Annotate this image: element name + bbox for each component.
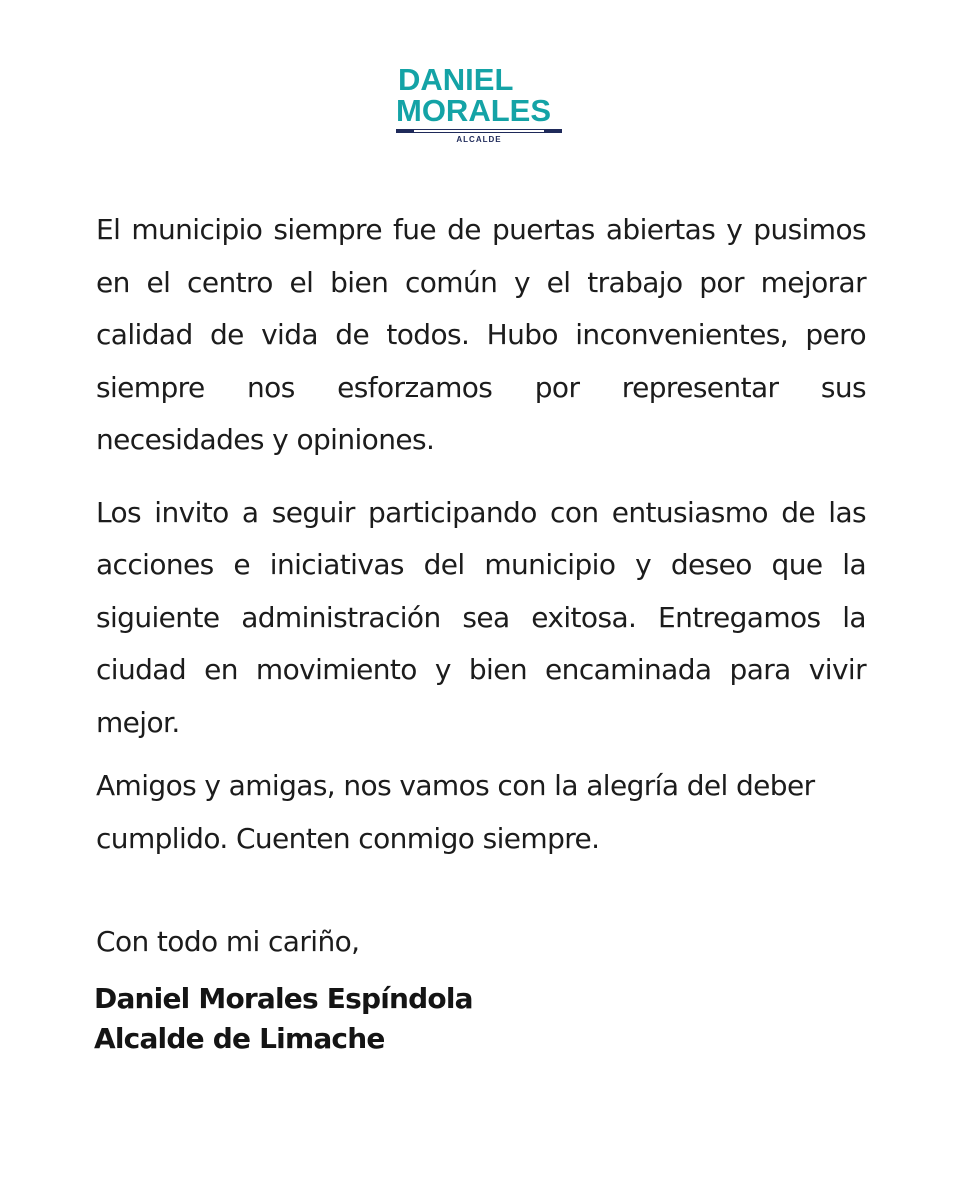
- signature-title: Alcalde de Limache: [94, 1022, 385, 1055]
- letter-paragraph-3: Amigos y amigas, nos vamos con la alegría del deber cumplido. Cuenten conmigo siempre.: [96, 769, 815, 855]
- letter-closing: Con todo mi cariño,: [96, 925, 360, 958]
- signature-block: [94, 979, 473, 1059]
- signature-name: Daniel Morales Espíndola: [94, 982, 473, 1015]
- logo-first-name: DANIEL: [398, 62, 514, 97]
- logo-subtitle: ALCALDE: [456, 135, 502, 144]
- letter-paragraph-2: Los invito a seguir participando con entusiasmo de las acciones e iniciativas del municipio y deseo que la siguiente administración sea exitosa. Entregamos la ciudad en movimiento y bien encaminada para vivir mejor.: [96, 495, 866, 739]
- logo-underline-bar: [396, 129, 562, 133]
- letter-body: [96, 204, 866, 865]
- campaign-logo: [396, 64, 562, 144]
- letter-paragraph-1: El municipio siempre fue de puertas abiertas y pusimos en el centro el bien común y el trabajo por mejorar calidad de vida de todos. Hubo inconvenientes, pero siempre nos esforzamos por representar sus necesidades y opiniones.: [96, 213, 866, 456]
- logo-last-name: MORALES: [396, 93, 551, 128]
